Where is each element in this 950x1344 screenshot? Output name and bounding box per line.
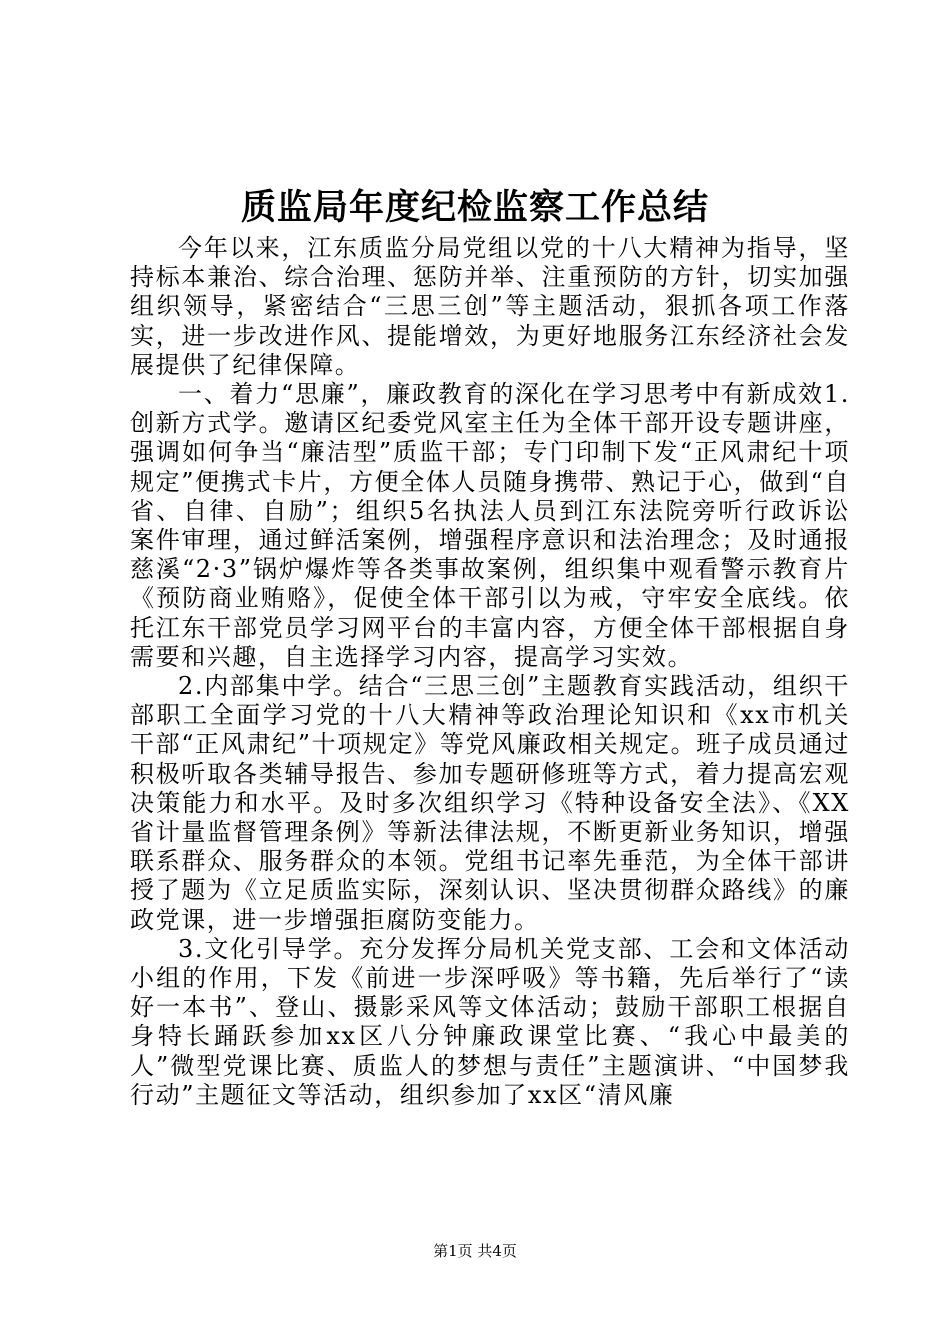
paragraph-section-1: 一、着力“思廉”，廉政教育的深化在学习思考中有新成效1.创新方式学。邀请区纪委党风室主任为全体干部开设专题讲座，强调如何争当“廉洁型”质监干部；专门印制下发“正风肃纪十项规定”便携式卡片，方便全体人员随身携带、熟记于心，做到“自省、自律、自励”；组织5名执法人员到江东法院旁听行政诉讼案件审理，通过鲜活案例，增强程序意识和法治理念；及时通报慈溪“2·3”锅炉爆炸等各类事故案例，组织集中观看警示教育片《预防商业贿赂》，促使全体干部引以为戒，守牢安全底线。依托江东干部党员学习网平台的丰富内容，方便全体干部根据自身需要和兴趣，自主选择学习内容，提高学习实效。 <box>130 380 850 671</box>
paragraph-intro: 今年以来，江东质监分局党组以党的十八大精神为指导，坚持标本兼治、综合治理、惩防并举、注重预防的方针，切实加强组织领导，紧密结合“三思三创”等主题活动，狠抓各项工作落实，进一步改进作风、提能增效，为更好地服务江东经济社会发展提供了纪律保障。 <box>130 234 850 379</box>
paragraph-section-2: 2.内部集中学。结合“三思三创”主题教育实践活动，组织干部职工全面学习党的十八大精神等政治理论知识和《xx市机关干部“正风肃纪”十项规定》等党风廉政相关规定。班子成员通过积极听取各类辅导报告、参加专题研修班等方式，着力提高宏观决策能力和水平。及时多次组织学习《特种设备安全法》、《XX省计量监督管理条例》等新法律法规，不断更新业务知识，增强联系群众、服务群众的本领。党组书记率先垂范，为全体干部讲授了题为《立足质监实际，深刻认识、坚决贯彻群众路线》的廉政党课，进一步增强拒腐防变能力。 <box>130 672 850 934</box>
paragraph-section-3: 3.文化引导学。充分发挥分局机关党支部、工会和文体活动小组的作用，下发《前进一步深呼吸》等书籍，先后举行了“读好一本书”、登山、摄影采风等文体活动；鼓励干部职工根据自身特长踊跃参加xx区八分钟廉政课堂比赛、“我心中最美的人”微型党课比赛、质监人的梦想与责任”主题演讲、“中国梦我行动”主题征文等活动，组织参加了xx区“清风廉 <box>130 934 850 1109</box>
document-body <box>130 234 850 1110</box>
document-title: 质监局年度纪检监察工作总结 <box>240 187 709 228</box>
page-footer <box>0 1241 950 1261</box>
page-number: 第1页 共4页 <box>433 1242 517 1260</box>
